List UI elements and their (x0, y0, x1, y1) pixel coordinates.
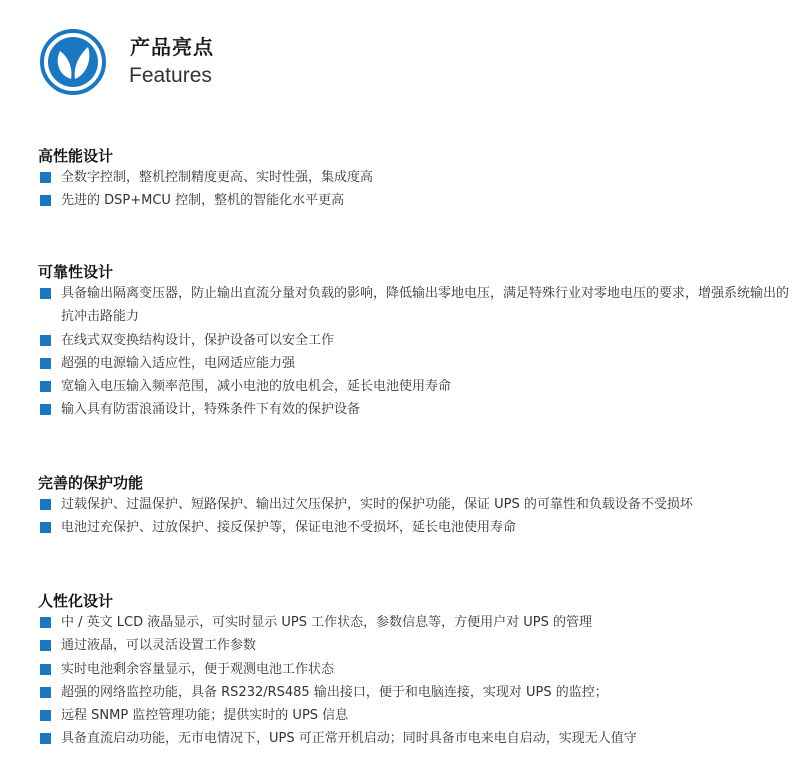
list-item-text: 先进的 DSP+MCU 控制，整机的智能化水平更高 (61, 193, 345, 209)
list-item-text: 超强的网络监控功能，具备 RS232/RS485 输出接口，便于和电脑连接，实现对 UPS 的监控； (61, 684, 608, 700)
list-item-text: 输入具有防雷浪涌设计，特殊条件下有效的保护设备 (61, 402, 361, 418)
section-protection (38, 473, 798, 540)
list-item (38, 493, 798, 516)
list-item-text: 具备直流启动功能，无市电情况下，UPS 可正常开机启动；同时具备市电来电自启动，实现无人值守 (61, 731, 637, 747)
bullet-icon (40, 381, 51, 392)
list-item-text: 远程 SNMP 监控管理功能；提供实时的 UPS 信息 (61, 708, 349, 724)
section-reliability (38, 262, 798, 422)
list-item (38, 282, 798, 329)
bullet-icon (40, 288, 51, 299)
list-item-text: 中 / 英文 LCD 液晶显示，可实时显示 UPS 工作状态，参数信息等，方便用户对 UPS 的管理 (61, 615, 592, 630)
section-title: 可靠性设计 (38, 263, 114, 281)
list-item (38, 398, 798, 421)
bullet-icon (40, 499, 51, 510)
list-item-text: 在线式双变换结构设计，保护设备可以安全工作 (61, 332, 335, 348)
bullet-icon (40, 358, 51, 369)
list-item-text: 过载保护、过温保护、短路保护、输出过欠压保护，实时的保护功能，保证 UPS 的可靠性和负载设备不受损坏 (61, 497, 693, 512)
list-item (38, 634, 798, 657)
list-item-text: 实时电池剩余容量显示，便于观测电池工作状态 (61, 661, 335, 677)
list-item (38, 611, 798, 634)
bullet-icon (40, 733, 51, 744)
list-item-text: 宽输入电压输入频率范围，减小电池的放电机会，延长电池使用寿命 (61, 379, 452, 395)
bullet-icon (40, 687, 51, 698)
bullet-icon (40, 664, 51, 675)
section-user-friendly (38, 591, 798, 751)
bullet-icon (40, 710, 51, 721)
feature-list (38, 166, 798, 213)
list-item (38, 329, 798, 352)
bullet-icon (40, 404, 51, 415)
list-item (38, 166, 798, 189)
leaf-icon (38, 27, 108, 97)
list-item-text: 具备输出隔离变压器，防止输出直流分量对负载的影响，降低输出零地电压，满足特殊行业对零地电压的要求，增强系统输出的抗冲击路能力 (61, 286, 790, 325)
section-title: 高性能设计 (38, 147, 114, 165)
page-subtitle: Features (129, 64, 212, 87)
list-item (38, 681, 798, 704)
list-item-text: 通过液晶，可以灵活设置工作参数 (61, 638, 257, 654)
feature-list (38, 611, 798, 751)
bullet-icon (40, 617, 51, 628)
bullet-icon (40, 522, 51, 533)
bullet-icon (40, 195, 51, 206)
list-item (38, 189, 798, 212)
list-item-text: 全数字控制，整机控制精度更高、实时性强，集成度高 (61, 170, 374, 185)
list-item-text: 超强的电源输入适应性，电网适应能力强 (61, 355, 296, 371)
list-item-text: 电池过充保护、过放保护、接反保护等，保证电池不受损坏，延长电池使用寿命 (61, 520, 517, 536)
feature-list (38, 493, 798, 540)
list-item (38, 727, 798, 750)
list-item (38, 375, 798, 398)
list-item (38, 516, 798, 539)
bullet-icon (40, 335, 51, 346)
bullet-icon (40, 172, 51, 183)
section-title: 完善的保护功能 (38, 474, 144, 492)
section-high-performance (38, 146, 798, 213)
bullet-icon (40, 640, 51, 651)
list-item (38, 704, 798, 727)
list-item (38, 658, 798, 681)
section-title: 人性化设计 (38, 592, 114, 610)
page-title: 产品亮点 (130, 35, 214, 59)
feature-list (38, 282, 798, 422)
list-item (38, 352, 798, 375)
